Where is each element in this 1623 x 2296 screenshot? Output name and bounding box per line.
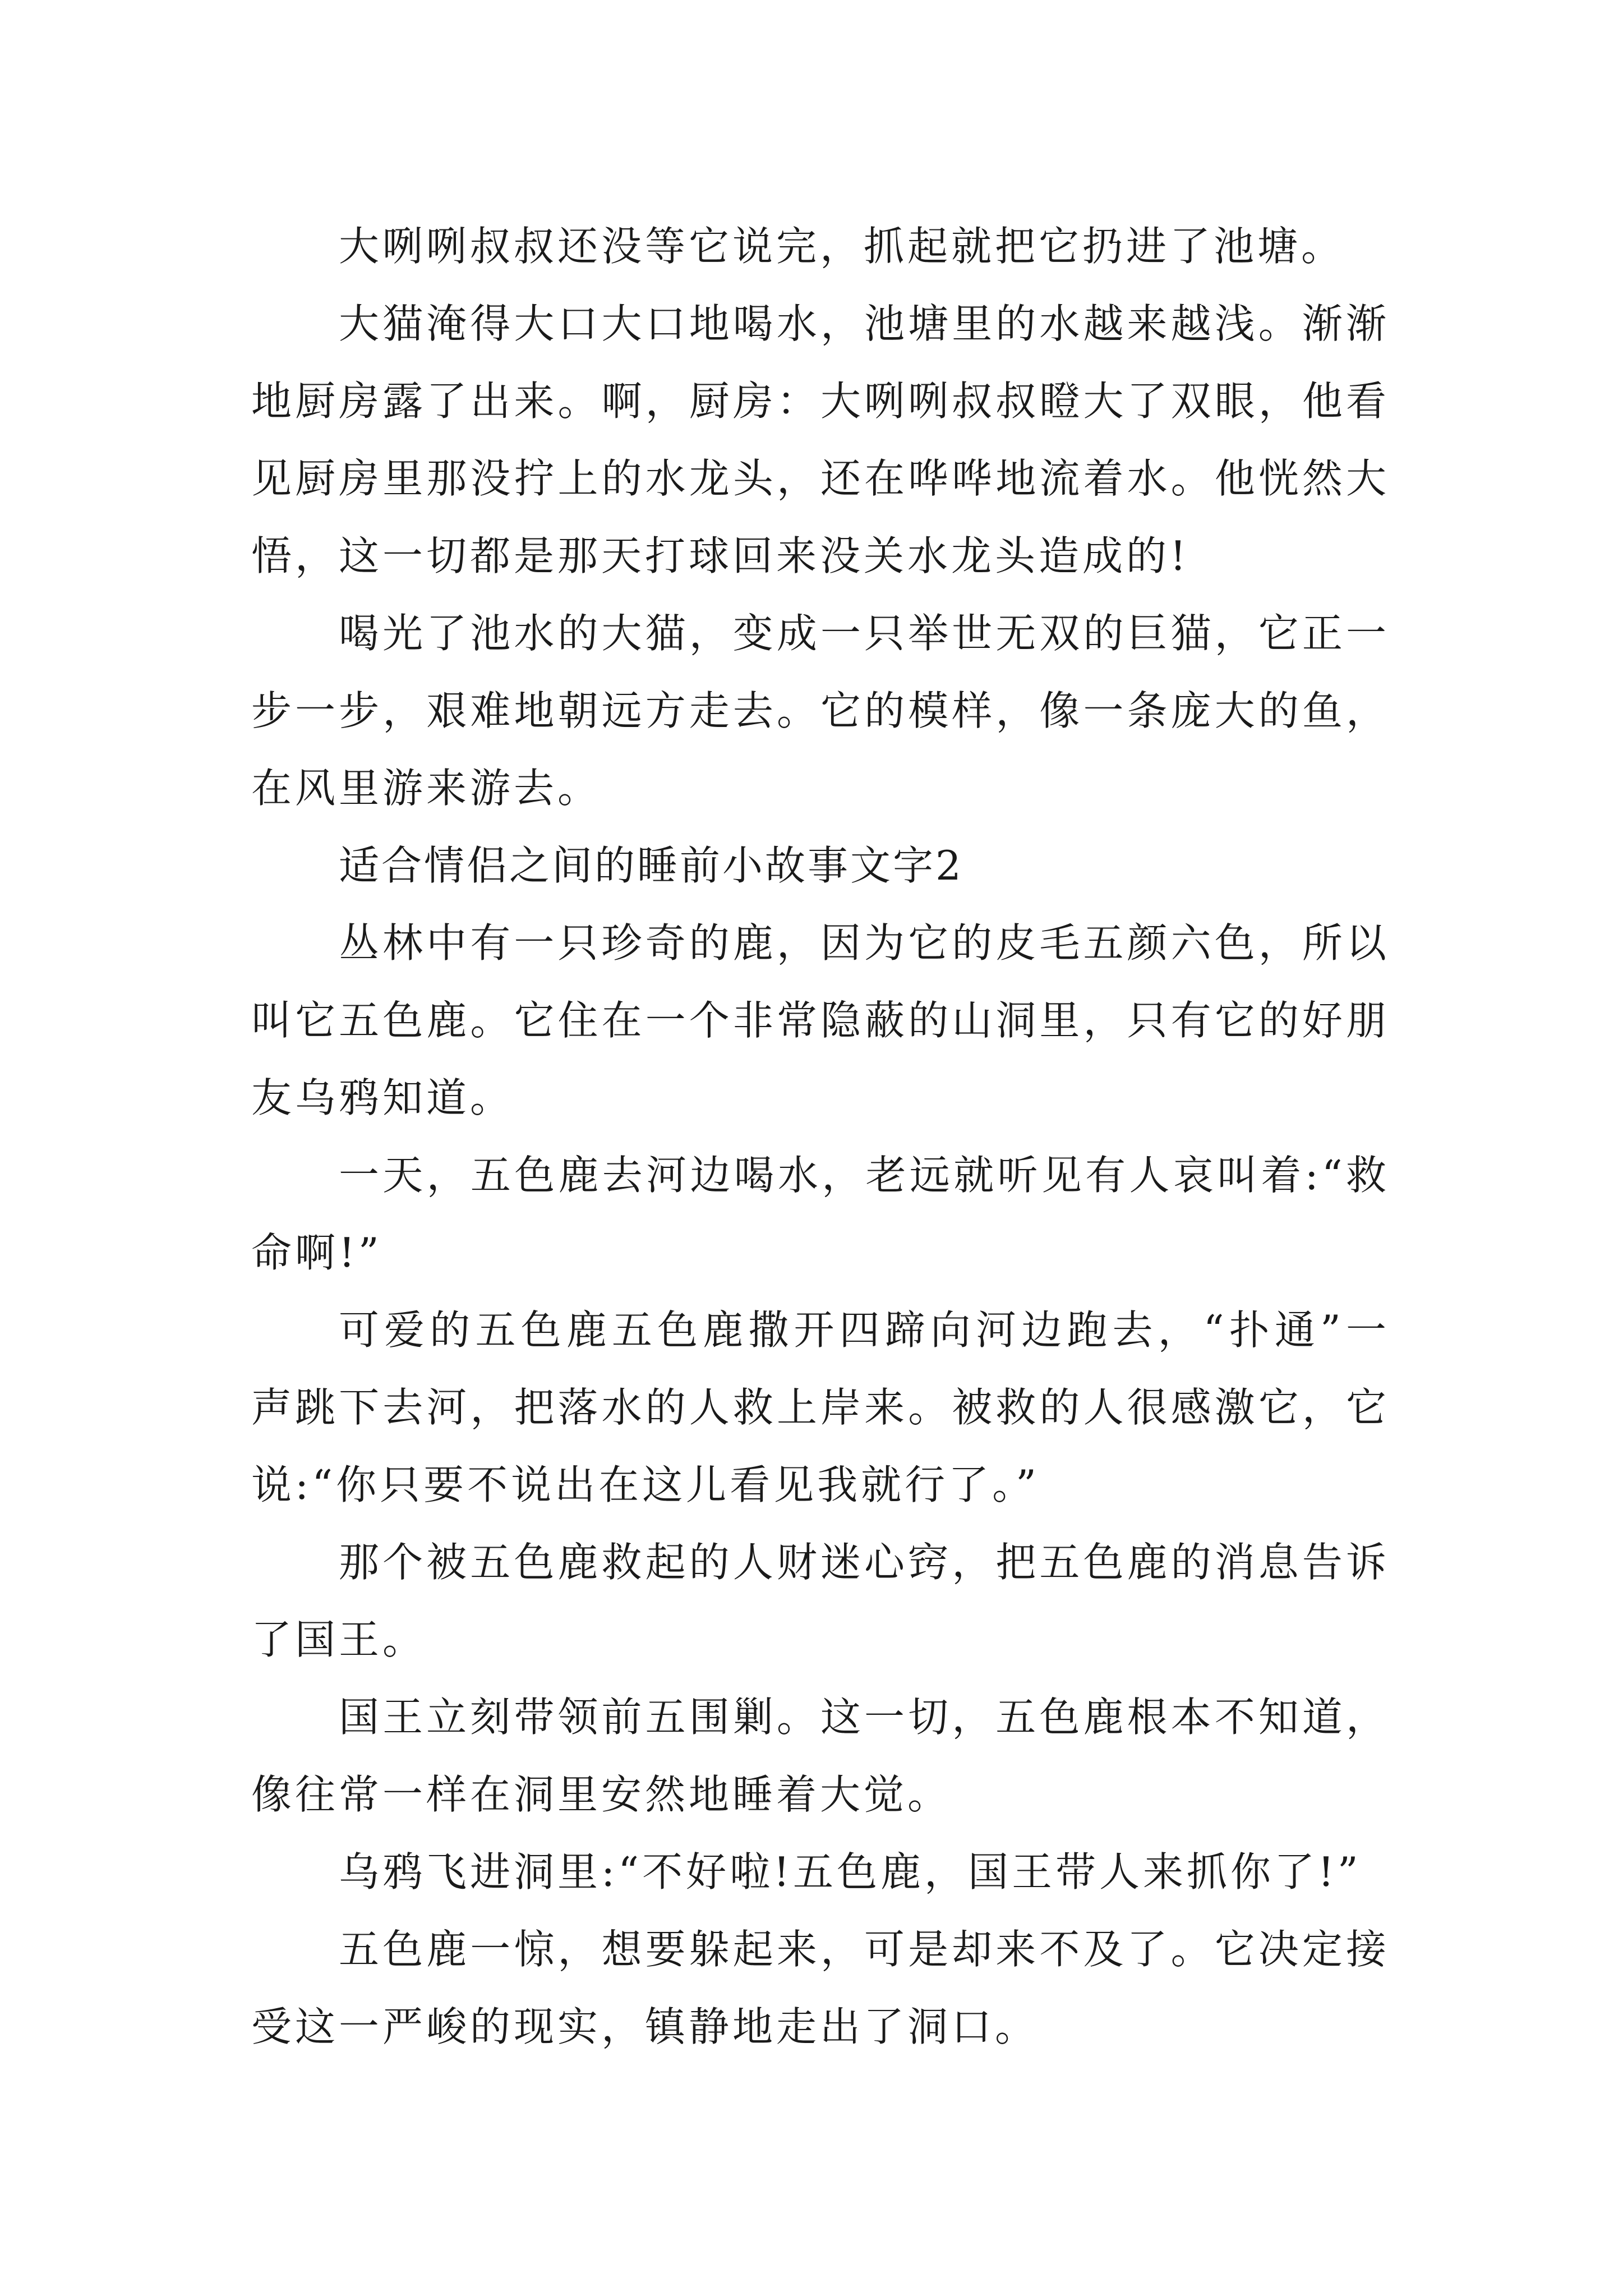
paragraph: 一天，五色鹿去河边喝水，老远就听见有人哀叫着:“救命啊!” <box>251 1152 1390 1276</box>
paragraph: 国王立刻带领前五围剿。这一切，五色鹿根本不知道，像往常一样在洞里安然地睡着大觉。 <box>251 1694 1390 1818</box>
paragraph: 五色鹿一惊，想要躲起来，可是却来不及了。它决定接受这一严峻的现实，镇静地走出了洞口。 <box>251 1926 1390 2050</box>
section-heading: 适合情侣之间的睡前小故事文字2 <box>339 842 963 889</box>
paragraph: 那个被五色鹿救起的人财迷心窍，把五色鹿的消息告诉了国王。 <box>251 1539 1390 1663</box>
paragraph: 乌鸦飞进洞里:“不好啦!五色鹿，国王带人来抓你了!” <box>339 1848 1362 1895</box>
paragraph: 可爱的五色鹿五色鹿撒开四蹄向河边跑去，“扑通”一声跳下去河，把落水的人救上岸来。被救的人很感激它，它说:“你只要不说出在这儿看见我就行了。” <box>251 1306 1390 1508</box>
paragraph: 大咧咧叔叔还没等它说完，抓起就把它扔进了池塘。 <box>339 223 1345 270</box>
paragraph: 大猫淹得大口大口地喝水，池塘里的水越来越浅。渐渐地厨房露了出来。啊，厨房：大咧咧叔叔瞪大了双眼，他看见厨房里那没拧上的水龙头，还在哗哗地流着水。他恍然大悟，这一切都是那天打球回来没关水龙头造成的! <box>251 300 1390 579</box>
paragraph: 丛林中有一只珍奇的鹿，因为它的皮毛五颜六色，所以叫它五色鹿。它住在一个非常隐蔽的山洞里，只有它的好朋友乌鸦知道。 <box>251 919 1390 1121</box>
paragraph: 喝光了池水的大猫，变成一只举世无双的巨猫，它正一步一步，艰难地朝远方走去。它的模样，像一条庞大的鱼，在风里游来游去。 <box>251 610 1390 812</box>
document-body <box>251 208 1390 2065</box>
